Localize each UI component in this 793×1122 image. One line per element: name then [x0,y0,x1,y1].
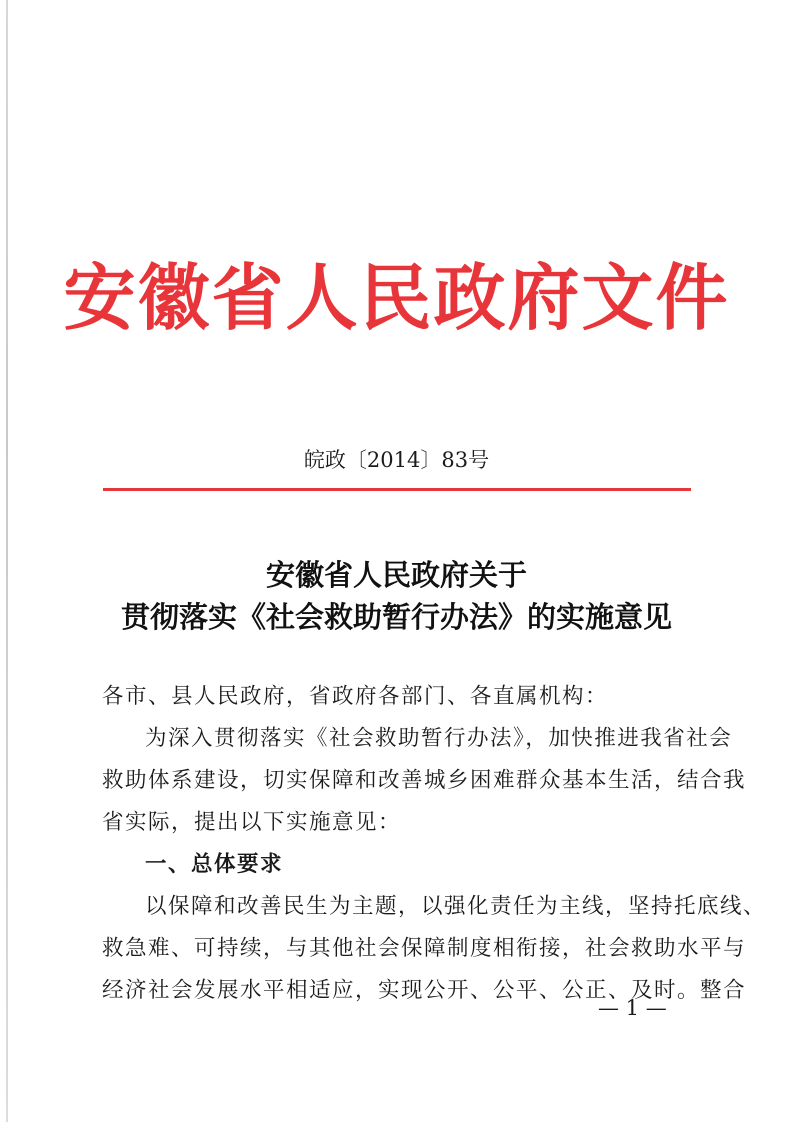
section-1-heading: 一、总体要求 [145,852,284,877]
section-1-line-1: 以保障和改善民生为主题，以强化责任为主线，坚持托底线、 [145,894,767,919]
section-1-line-3: 经济社会发展水平相适应，实现公开、公平、公正、及时。整合 [102,978,747,1003]
intro-line-3: 省实际，提出以下实施意见： [102,810,402,835]
section-1-line-2: 救急难、可持续，与其他社会保障制度相衔接，社会救助水平与 [102,936,747,961]
document-title-line-2: 贯彻落实《社会救助暂行办法》的实施意见 [120,600,672,634]
document-title-line-1: 安徽省人民政府关于 [265,558,527,592]
page-number: — 1 — [598,996,667,1020]
salutation: 各市、县人民政府，省政府各部门、各直属机构： [102,684,609,709]
intro-line-1: 为深入贯彻落实《社会救助暂行办法》，加快推进我省社会 [145,726,733,751]
intro-line-2: 救助体系建设，切实保障和改善城乡困难群众基本生活，结合我 [102,768,747,793]
red-separator-line [103,488,691,491]
document-number: 皖政〔2014〕83号 [303,448,490,472]
document-masthead: 安徽省人民政府文件 [63,256,730,340]
